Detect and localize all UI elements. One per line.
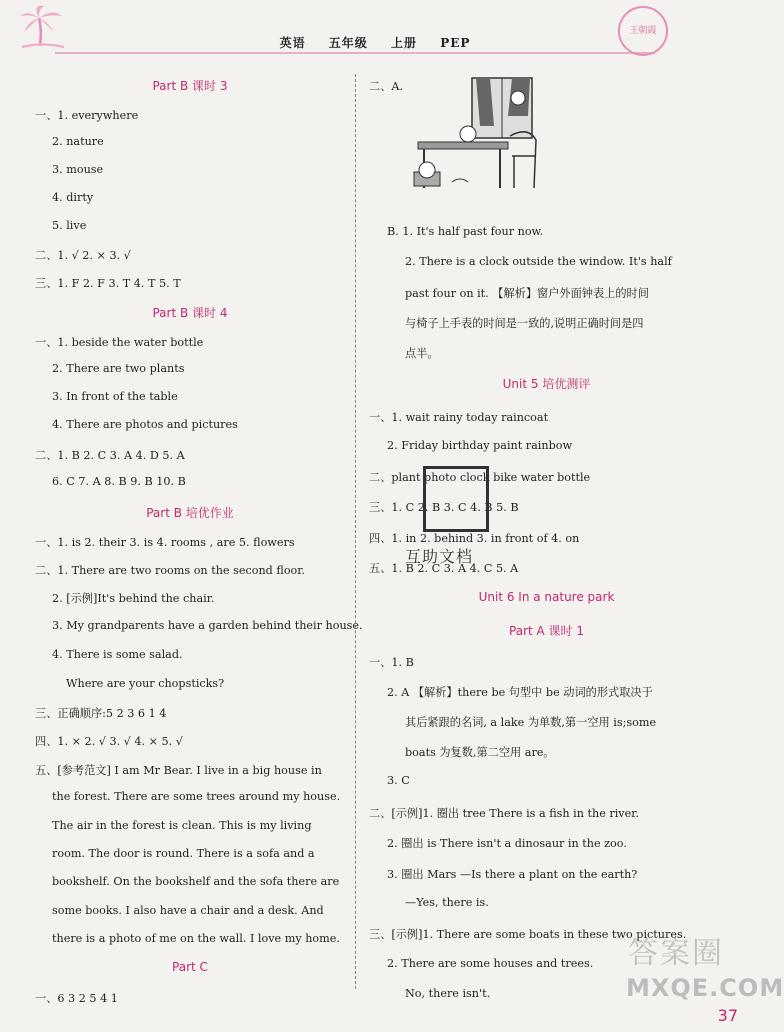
answer-line: 3. My grandparents have a garden behind their house.: [52, 619, 363, 632]
answer-line: 四、1. × 2. √ 3. √ 4. × 5. √: [35, 735, 183, 748]
section-heading: Part C: [172, 960, 208, 974]
answer-line: 三、1. C 2. B 3. C 4. B 5. B: [369, 501, 519, 514]
answer-line: 一、1. beside the water bottle: [35, 336, 204, 349]
answer-line: Where are your chopsticks?: [66, 677, 225, 690]
answer-line: 4. dirty: [52, 191, 94, 204]
answer-line: 其后紧跟的名词, a lake 为单数,第一空用 is;some: [405, 716, 657, 729]
answer-line: 三、[示例]1. There are some boats in these two pictures.: [369, 928, 687, 941]
answer-line: 5. live: [52, 219, 87, 232]
answer-line: 二、1. √ 2. × 3. √: [35, 249, 131, 262]
answer-line: 3. In front of the table: [52, 390, 178, 403]
answer-line: 2. There are some houses and trees.: [387, 957, 594, 970]
answer-line: 二、plant photo clock bike water bottle: [369, 471, 591, 484]
header-rule: [55, 52, 655, 54]
answer-line: B. 1. It's half past four now.: [387, 225, 544, 238]
answer-line: 2. nature: [52, 135, 104, 148]
answer-line: past four on it. 【解析】窗户外面钟表上的时间: [405, 287, 649, 300]
header-grade: 五年级: [328, 36, 368, 50]
section-heading: Part B 课时 3: [152, 79, 228, 93]
answer-line: 二、A.: [369, 80, 404, 93]
answer-line: some books. I also have a chair and a desk. And: [52, 904, 324, 917]
header-edition: PEP: [440, 36, 471, 50]
answer-line: 与椅子上手表的时间是一致的,说明正确时间是四: [405, 317, 644, 330]
answer-line: 点半。: [405, 347, 439, 360]
answer-line: 二、1. There are two rooms on the second floor.: [35, 564, 305, 577]
header-subject: 英语: [279, 36, 306, 50]
document-stamp: [405, 466, 500, 566]
answer-line: 三、正确顺序:5 2 3 6 1 4: [35, 707, 167, 720]
answer-line: room. The door is round. There is a sofa and a: [52, 847, 315, 860]
answer-line: 一、1. B: [369, 656, 414, 669]
answer-line: there is a photo of me on the wall. I love my home.: [52, 932, 340, 945]
answer-line: bookshelf. On the bookshelf and the sofa there are: [52, 875, 340, 888]
section-heading: Part A 课时 1: [509, 624, 584, 638]
answer-line: 2. [示例]It's behind the chair.: [52, 592, 215, 605]
watermark: [620, 918, 784, 1018]
answer-line: —Yes, there is.: [405, 896, 489, 909]
answer-line: 五、[参考范文] I am Mr Bear. I live in a big house in: [35, 764, 322, 777]
answer-line: 一、1. everywhere: [35, 109, 139, 122]
page-header: [0, 0, 750, 62]
answer-line: No, there isn't.: [405, 987, 491, 1000]
answer-line: boats 为复数,第二空用 are。: [405, 746, 555, 759]
answer-line: 2. A 【解析】there be 句型中 be 动词的形式取决于: [387, 686, 653, 699]
answer-line: 一、1. is 2. their 3. is 4. rooms , are 5. flowers: [35, 536, 295, 549]
page-number: 37: [717, 1006, 738, 1025]
answer-line: the forest. There are some trees around my house.: [52, 790, 341, 803]
answer-line: 二、1. B 2. C 3. A 4. D 5. A: [35, 449, 185, 462]
answer-line: 一、1. wait rainy today raincoat: [369, 411, 549, 424]
answer-line: 二、[示例]1. 圈出 tree There is a fish in the river.: [369, 807, 639, 820]
section-heading: Part B 课时 4: [152, 306, 228, 320]
answer-line: 3. mouse: [52, 163, 104, 176]
section-heading: Unit 6 In a nature park: [478, 590, 615, 604]
watermark-line2: MXQE.COM: [626, 974, 784, 1002]
answer-line: 2. There are two plants: [52, 362, 185, 375]
answer-line: 五、1. B 2. C 3. A 4. C 5. A: [369, 562, 519, 575]
answer-line: 3. C: [387, 774, 410, 787]
answer-line: 4. There are photos and pictures: [52, 418, 238, 431]
answer-line: 2. 圈出 is There isn't a dinosaur in the zoo.: [387, 837, 627, 850]
answer-line: 2. There is a clock outside the window. It's half: [405, 255, 672, 268]
answer-line: 4. There is some salad.: [52, 648, 183, 661]
section-heading: Unit 5 培优测评: [502, 377, 591, 391]
answer-line: 一、6 3 2 5 4 1: [35, 992, 118, 1005]
answer-line: 四、1. in 2. behind 3. in front of 4. on: [369, 532, 580, 545]
section-heading: Part B 培优作业: [146, 506, 234, 520]
room-clock-illustration: [410, 76, 550, 196]
answer-line: 三、1. F 2. F 3. T 4. T 5. T: [35, 277, 181, 290]
answer-line: The air in the forest is clean. This is my living: [52, 819, 312, 832]
watermark-line1: 答案圈: [628, 936, 724, 971]
stamp-box: [423, 466, 489, 532]
answer-line: 2. Friday birthday paint rainbow: [387, 439, 573, 452]
answer-line: 6. C 7. A 8. B 9. B 10. B: [52, 475, 186, 488]
answer-line: 3. 圈出 Mars —Is there a plant on the earth?: [387, 868, 638, 881]
stamp-text: 互助文档: [405, 547, 474, 566]
column-divider: [355, 74, 356, 989]
brand-seal: 王朝霞: [618, 6, 668, 56]
header-term: 上册: [391, 36, 418, 50]
